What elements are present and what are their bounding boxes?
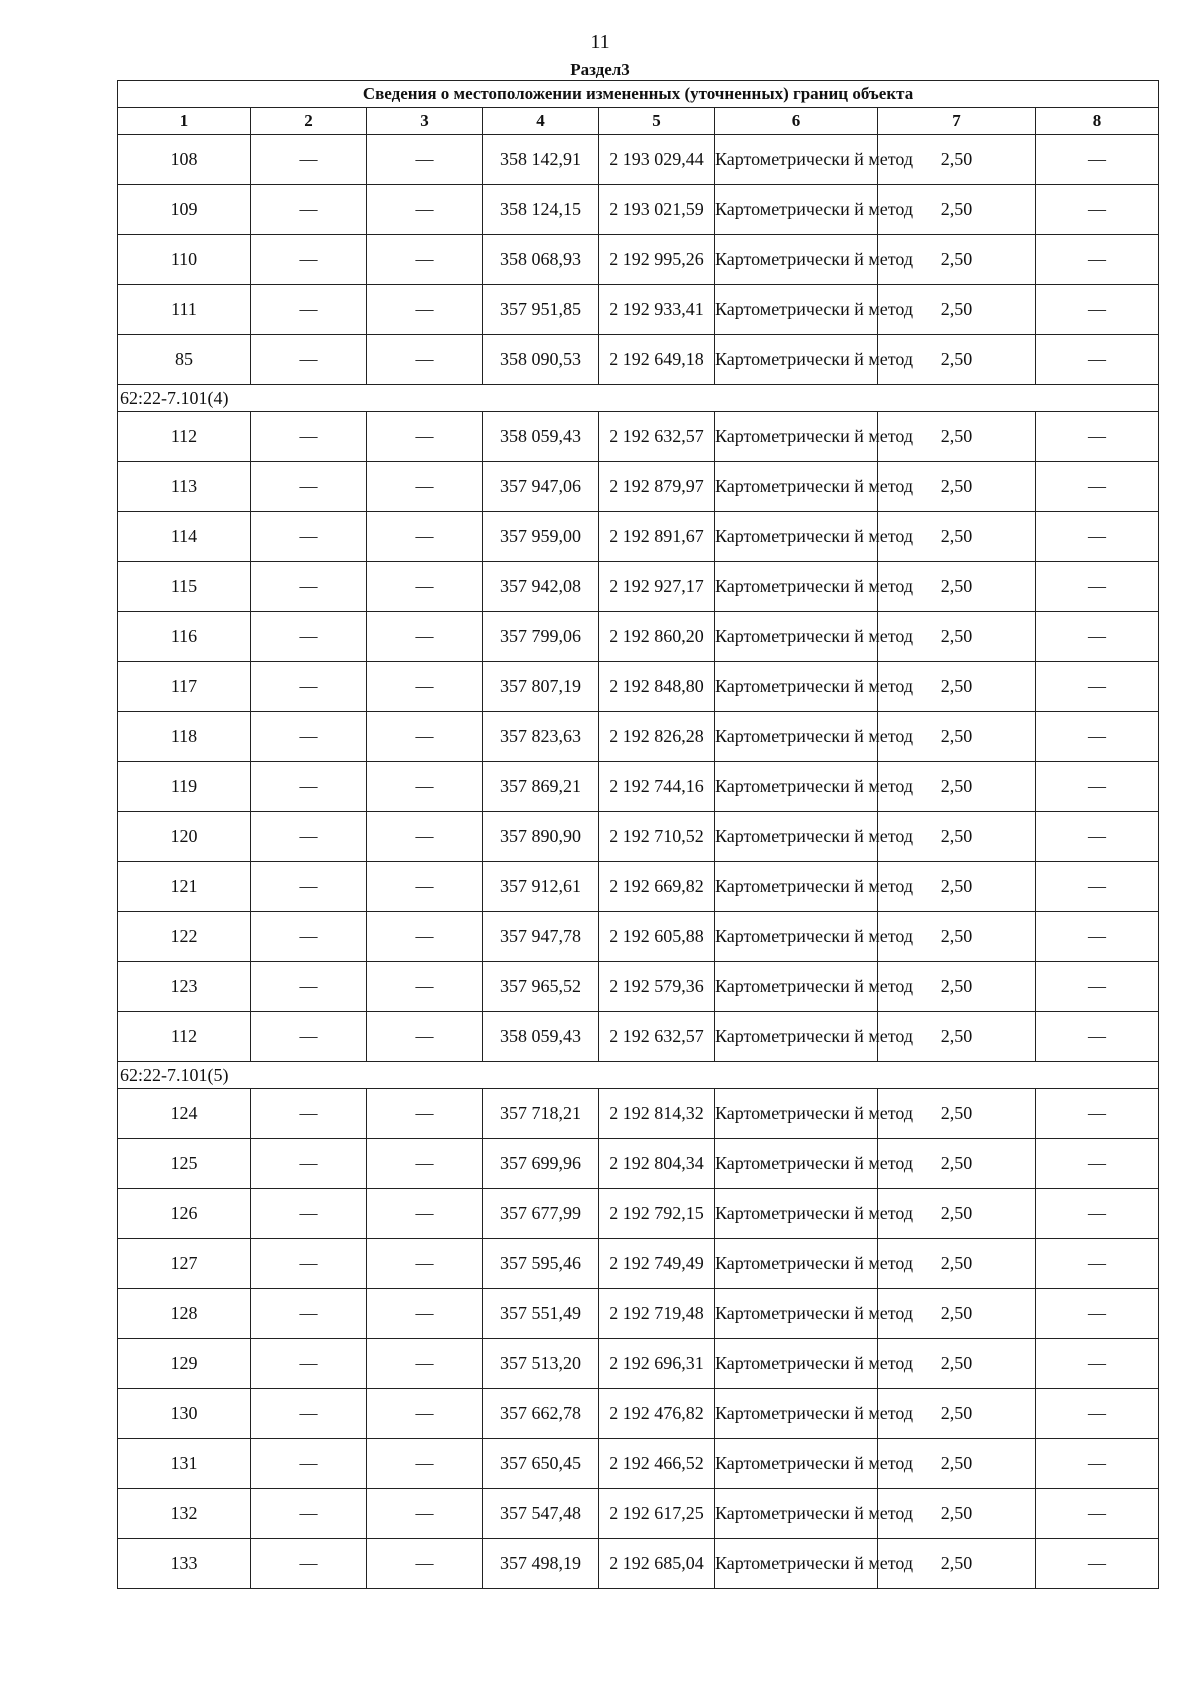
col8-cell: — <box>1036 335 1159 385</box>
col3-cell: — <box>367 512 483 562</box>
col3-cell: — <box>367 562 483 612</box>
x-coordinate-cell: 358 059,43 <box>483 412 599 462</box>
x-coordinate-cell: 357 551,49 <box>483 1289 599 1339</box>
y-coordinate-cell: 2 192 933,41 <box>599 285 715 335</box>
col8-cell: — <box>1036 662 1159 712</box>
table-row <box>118 762 1159 812</box>
table-body <box>118 135 1159 1589</box>
col2-cell: — <box>251 712 367 762</box>
column-header-row <box>118 108 1159 135</box>
x-coordinate-cell: 358 090,53 <box>483 335 599 385</box>
coordinates-table <box>117 80 1159 1589</box>
col3-cell: — <box>367 1539 483 1589</box>
col8-cell: — <box>1036 1012 1159 1062</box>
point-number-cell: 126 <box>118 1189 251 1239</box>
method-cell: Картометрически й метод <box>715 1489 878 1539</box>
col2-cell: — <box>251 235 367 285</box>
point-number-cell: 124 <box>118 1089 251 1139</box>
column-header: 7 <box>878 108 1036 135</box>
col3-cell: — <box>367 712 483 762</box>
y-coordinate-cell: 2 192 710,52 <box>599 812 715 862</box>
point-number-cell: 131 <box>118 1439 251 1489</box>
column-header: 6 <box>715 108 878 135</box>
x-coordinate-cell: 357 965,52 <box>483 962 599 1012</box>
table-row <box>118 562 1159 612</box>
col3-cell: — <box>367 612 483 662</box>
accuracy-cell: 2,50 <box>878 1239 1036 1289</box>
col3-cell: — <box>367 762 483 812</box>
col3-cell: — <box>367 962 483 1012</box>
accuracy-cell: 2,50 <box>878 662 1036 712</box>
x-coordinate-cell: 357 959,00 <box>483 512 599 562</box>
method-cell: Картометрически й метод <box>715 285 878 335</box>
col2-cell: — <box>251 285 367 335</box>
y-coordinate-cell: 2 192 995,26 <box>599 235 715 285</box>
y-coordinate-cell: 2 193 029,44 <box>599 135 715 185</box>
accuracy-cell: 2,50 <box>878 412 1036 462</box>
method-cell: Картометрически й метод <box>715 1389 878 1439</box>
point-number-cell: 132 <box>118 1489 251 1539</box>
col2-cell: — <box>251 512 367 562</box>
point-number-cell: 113 <box>118 462 251 512</box>
column-header: 1 <box>118 108 251 135</box>
y-coordinate-cell: 2 192 860,20 <box>599 612 715 662</box>
y-coordinate-cell: 2 192 804,34 <box>599 1139 715 1189</box>
x-coordinate-cell: 357 699,96 <box>483 1139 599 1189</box>
col8-cell: — <box>1036 1539 1159 1589</box>
x-coordinate-cell: 358 068,93 <box>483 235 599 285</box>
y-coordinate-cell: 2 192 617,25 <box>599 1489 715 1539</box>
col8-cell: — <box>1036 412 1159 462</box>
group-label: 62:22-7.101(5) <box>118 1062 1159 1089</box>
col2-cell: — <box>251 812 367 862</box>
y-coordinate-cell: 2 192 669,82 <box>599 862 715 912</box>
accuracy-cell: 2,50 <box>878 762 1036 812</box>
method-cell: Картометрически й метод <box>715 762 878 812</box>
col3-cell: — <box>367 1089 483 1139</box>
method-cell: Картометрически й метод <box>715 962 878 1012</box>
table-row <box>118 1012 1159 1062</box>
accuracy-cell: 2,50 <box>878 1389 1036 1439</box>
col8-cell: — <box>1036 185 1159 235</box>
col2-cell: — <box>251 1012 367 1062</box>
method-cell: Картометрически й метод <box>715 1189 878 1239</box>
x-coordinate-cell: 357 595,46 <box>483 1239 599 1289</box>
col2-cell: — <box>251 1489 367 1539</box>
col8-cell: — <box>1036 1489 1159 1539</box>
y-coordinate-cell: 2 192 696,31 <box>599 1339 715 1389</box>
accuracy-cell: 2,50 <box>878 1489 1036 1539</box>
col2-cell: — <box>251 1389 367 1439</box>
accuracy-cell: 2,50 <box>878 135 1036 185</box>
col8-cell: — <box>1036 1089 1159 1139</box>
x-coordinate-cell: 357 799,06 <box>483 612 599 662</box>
point-number-cell: 114 <box>118 512 251 562</box>
y-coordinate-cell: 2 192 632,57 <box>599 412 715 462</box>
col2-cell: — <box>251 335 367 385</box>
table-row <box>118 1339 1159 1389</box>
col2-cell: — <box>251 1539 367 1589</box>
table-row <box>118 512 1159 562</box>
point-number-cell: 116 <box>118 612 251 662</box>
col2-cell: — <box>251 762 367 812</box>
method-cell: Картометрически й метод <box>715 512 878 562</box>
point-number-cell: 111 <box>118 285 251 335</box>
col3-cell: — <box>367 1139 483 1189</box>
x-coordinate-cell: 358 124,15 <box>483 185 599 235</box>
table-row <box>118 1089 1159 1139</box>
point-number-cell: 122 <box>118 912 251 962</box>
table-row <box>118 912 1159 962</box>
col8-cell: — <box>1036 962 1159 1012</box>
col8-cell: — <box>1036 135 1159 185</box>
table-row <box>118 412 1159 462</box>
x-coordinate-cell: 357 662,78 <box>483 1389 599 1439</box>
method-cell: Картометрически й метод <box>715 912 878 962</box>
point-number-cell: 119 <box>118 762 251 812</box>
column-header: 4 <box>483 108 599 135</box>
col8-cell: — <box>1036 912 1159 962</box>
col2-cell: — <box>251 412 367 462</box>
col8-cell: — <box>1036 1239 1159 1289</box>
y-coordinate-cell: 2 192 649,18 <box>599 335 715 385</box>
x-coordinate-cell: 357 951,85 <box>483 285 599 335</box>
col3-cell: — <box>367 135 483 185</box>
accuracy-cell: 2,50 <box>878 1339 1036 1389</box>
col2-cell: — <box>251 1139 367 1189</box>
col2-cell: — <box>251 135 367 185</box>
column-header: 3 <box>367 108 483 135</box>
col3-cell: — <box>367 1439 483 1489</box>
y-coordinate-cell: 2 192 814,32 <box>599 1089 715 1139</box>
accuracy-cell: 2,50 <box>878 1439 1036 1489</box>
method-cell: Картометрически й метод <box>715 335 878 385</box>
method-cell: Картометрически й метод <box>715 1012 878 1062</box>
accuracy-cell: 2,50 <box>878 862 1036 912</box>
table-row <box>118 1439 1159 1489</box>
col8-cell: — <box>1036 1389 1159 1439</box>
accuracy-cell: 2,50 <box>878 1289 1036 1339</box>
point-number-cell: 108 <box>118 135 251 185</box>
method-cell: Картометрически й метод <box>715 1539 878 1589</box>
col2-cell: — <box>251 185 367 235</box>
col2-cell: — <box>251 912 367 962</box>
section-label: Раздел3 <box>570 60 630 79</box>
y-coordinate-cell: 2 192 579,36 <box>599 962 715 1012</box>
accuracy-cell: 2,50 <box>878 912 1036 962</box>
col3-cell: — <box>367 812 483 862</box>
y-coordinate-cell: 2 192 879,97 <box>599 462 715 512</box>
point-number-cell: 112 <box>118 1012 251 1062</box>
group-label: 62:22-7.101(4) <box>118 385 1159 412</box>
y-coordinate-cell: 2 192 476,82 <box>599 1389 715 1439</box>
x-coordinate-cell: 357 890,90 <box>483 812 599 862</box>
col3-cell: — <box>367 1389 483 1439</box>
x-coordinate-cell: 357 869,21 <box>483 762 599 812</box>
col2-cell: — <box>251 662 367 712</box>
point-number-cell: 123 <box>118 962 251 1012</box>
col3-cell: — <box>367 412 483 462</box>
method-cell: Картометрически й метод <box>715 1339 878 1389</box>
accuracy-cell: 2,50 <box>878 512 1036 562</box>
accuracy-cell: 2,50 <box>878 812 1036 862</box>
method-cell: Картометрически й метод <box>715 812 878 862</box>
y-coordinate-cell: 2 192 891,67 <box>599 512 715 562</box>
method-cell: Картометрически й метод <box>715 662 878 712</box>
point-number-cell: 109 <box>118 185 251 235</box>
point-number-cell: 121 <box>118 862 251 912</box>
x-coordinate-cell: 357 942,08 <box>483 562 599 612</box>
point-number-cell: 117 <box>118 662 251 712</box>
x-coordinate-cell: 357 912,61 <box>483 862 599 912</box>
col8-cell: — <box>1036 1189 1159 1239</box>
accuracy-cell: 2,50 <box>878 235 1036 285</box>
x-coordinate-cell: 357 498,19 <box>483 1539 599 1589</box>
col3-cell: — <box>367 1289 483 1339</box>
col2-cell: — <box>251 1339 367 1389</box>
accuracy-cell: 2,50 <box>878 285 1036 335</box>
col8-cell: — <box>1036 612 1159 662</box>
accuracy-cell: 2,50 <box>878 962 1036 1012</box>
x-coordinate-cell: 357 513,20 <box>483 1339 599 1389</box>
col3-cell: — <box>367 1239 483 1289</box>
col2-cell: — <box>251 1439 367 1489</box>
y-coordinate-cell: 2 192 749,49 <box>599 1239 715 1289</box>
y-coordinate-cell: 2 192 719,48 <box>599 1289 715 1339</box>
point-number-cell: 130 <box>118 1389 251 1439</box>
accuracy-cell: 2,50 <box>878 1139 1036 1189</box>
page-number: 11 <box>590 31 610 53</box>
y-coordinate-cell: 2 193 021,59 <box>599 185 715 235</box>
method-cell: Картометрически й метод <box>715 1239 878 1289</box>
point-number-cell: 120 <box>118 812 251 862</box>
accuracy-cell: 2,50 <box>878 1539 1036 1589</box>
column-header: 5 <box>599 108 715 135</box>
group-header-row <box>118 385 1159 412</box>
method-cell: Картометрически й метод <box>715 612 878 662</box>
table-row <box>118 612 1159 662</box>
col2-cell: — <box>251 462 367 512</box>
col2-cell: — <box>251 1089 367 1139</box>
accuracy-cell: 2,50 <box>878 462 1036 512</box>
col8-cell: — <box>1036 712 1159 762</box>
point-number-cell: 110 <box>118 235 251 285</box>
table-row <box>118 135 1159 185</box>
y-coordinate-cell: 2 192 685,04 <box>599 1539 715 1589</box>
table-row <box>118 1189 1159 1239</box>
method-cell: Картометрически й метод <box>715 1439 878 1489</box>
col2-cell: — <box>251 562 367 612</box>
accuracy-cell: 2,50 <box>878 562 1036 612</box>
col2-cell: — <box>251 962 367 1012</box>
x-coordinate-cell: 357 677,99 <box>483 1189 599 1239</box>
col8-cell: — <box>1036 562 1159 612</box>
table-row <box>118 285 1159 335</box>
point-number-cell: 115 <box>118 562 251 612</box>
col3-cell: — <box>367 1012 483 1062</box>
y-coordinate-cell: 2 192 927,17 <box>599 562 715 612</box>
col8-cell: — <box>1036 762 1159 812</box>
point-number-cell: 125 <box>118 1139 251 1189</box>
table-row <box>118 962 1159 1012</box>
table-row <box>118 1489 1159 1539</box>
y-coordinate-cell: 2 192 848,80 <box>599 662 715 712</box>
table-row <box>118 662 1159 712</box>
accuracy-cell: 2,50 <box>878 185 1036 235</box>
table-row <box>118 1289 1159 1339</box>
col8-cell: — <box>1036 1339 1159 1389</box>
col3-cell: — <box>367 662 483 712</box>
col3-cell: — <box>367 462 483 512</box>
col8-cell: — <box>1036 1139 1159 1189</box>
method-cell: Картометрически й метод <box>715 1289 878 1339</box>
col2-cell: — <box>251 862 367 912</box>
point-number-cell: 112 <box>118 412 251 462</box>
method-cell: Картометрически й метод <box>715 1139 878 1189</box>
col3-cell: — <box>367 1189 483 1239</box>
column-header: 2 <box>251 108 367 135</box>
accuracy-cell: 2,50 <box>878 1189 1036 1239</box>
col8-cell: — <box>1036 862 1159 912</box>
col3-cell: — <box>367 912 483 962</box>
method-cell: Картометрически й метод <box>715 462 878 512</box>
column-header: 8 <box>1036 108 1159 135</box>
table-row <box>118 1239 1159 1289</box>
col2-cell: — <box>251 1239 367 1289</box>
accuracy-cell: 2,50 <box>878 1089 1036 1139</box>
col3-cell: — <box>367 862 483 912</box>
point-number-cell: 85 <box>118 335 251 385</box>
table-row <box>118 1389 1159 1439</box>
point-number-cell: 127 <box>118 1239 251 1289</box>
col8-cell: — <box>1036 235 1159 285</box>
col8-cell: — <box>1036 462 1159 512</box>
y-coordinate-cell: 2 192 826,28 <box>599 712 715 762</box>
accuracy-cell: 2,50 <box>878 612 1036 662</box>
col8-cell: — <box>1036 1439 1159 1489</box>
y-coordinate-cell: 2 192 632,57 <box>599 1012 715 1062</box>
method-cell: Картометрически й метод <box>715 235 878 285</box>
y-coordinate-cell: 2 192 744,16 <box>599 762 715 812</box>
point-number-cell: 118 <box>118 712 251 762</box>
col8-cell: — <box>1036 1289 1159 1339</box>
x-coordinate-cell: 357 547,48 <box>483 1489 599 1539</box>
col3-cell: — <box>367 1489 483 1539</box>
col2-cell: — <box>251 1289 367 1339</box>
accuracy-cell: 2,50 <box>878 1012 1036 1062</box>
col3-cell: — <box>367 1339 483 1389</box>
method-cell: Картометрически й метод <box>715 1089 878 1139</box>
x-coordinate-cell: 357 718,21 <box>483 1089 599 1139</box>
method-cell: Картометрически й метод <box>715 562 878 612</box>
col2-cell: — <box>251 612 367 662</box>
method-cell: Картометрически й метод <box>715 185 878 235</box>
col2-cell: — <box>251 1189 367 1239</box>
x-coordinate-cell: 358 059,43 <box>483 1012 599 1062</box>
point-number-cell: 133 <box>118 1539 251 1589</box>
table-row <box>118 862 1159 912</box>
point-number-cell: 128 <box>118 1289 251 1339</box>
table-row <box>118 235 1159 285</box>
x-coordinate-cell: 357 947,06 <box>483 462 599 512</box>
table-row <box>118 462 1159 512</box>
table-row <box>118 1539 1159 1589</box>
method-cell: Картометрически й метод <box>715 712 878 762</box>
x-coordinate-cell: 357 650,45 <box>483 1439 599 1489</box>
method-cell: Картометрически й метод <box>715 412 878 462</box>
method-cell: Картометрически й метод <box>715 862 878 912</box>
col3-cell: — <box>367 185 483 235</box>
accuracy-cell: 2,50 <box>878 335 1036 385</box>
col3-cell: — <box>367 285 483 335</box>
x-coordinate-cell: 357 823,63 <box>483 712 599 762</box>
group-header-row <box>118 1062 1159 1089</box>
table-row <box>118 812 1159 862</box>
y-coordinate-cell: 2 192 466,52 <box>599 1439 715 1489</box>
col8-cell: — <box>1036 285 1159 335</box>
x-coordinate-cell: 358 142,91 <box>483 135 599 185</box>
col3-cell: — <box>367 235 483 285</box>
table-row <box>118 712 1159 762</box>
col8-cell: — <box>1036 812 1159 862</box>
accuracy-cell: 2,50 <box>878 712 1036 762</box>
y-coordinate-cell: 2 192 792,15 <box>599 1189 715 1239</box>
x-coordinate-cell: 357 807,19 <box>483 662 599 712</box>
col3-cell: — <box>367 335 483 385</box>
table-caption: Сведения о местоположении измененных (уточненных) границ объекта <box>118 81 1159 108</box>
table-row <box>118 185 1159 235</box>
table-row <box>118 1139 1159 1189</box>
method-cell: Картометрически й метод <box>715 135 878 185</box>
y-coordinate-cell: 2 192 605,88 <box>599 912 715 962</box>
col8-cell: — <box>1036 512 1159 562</box>
table-row <box>118 335 1159 385</box>
point-number-cell: 129 <box>118 1339 251 1389</box>
x-coordinate-cell: 357 947,78 <box>483 912 599 962</box>
